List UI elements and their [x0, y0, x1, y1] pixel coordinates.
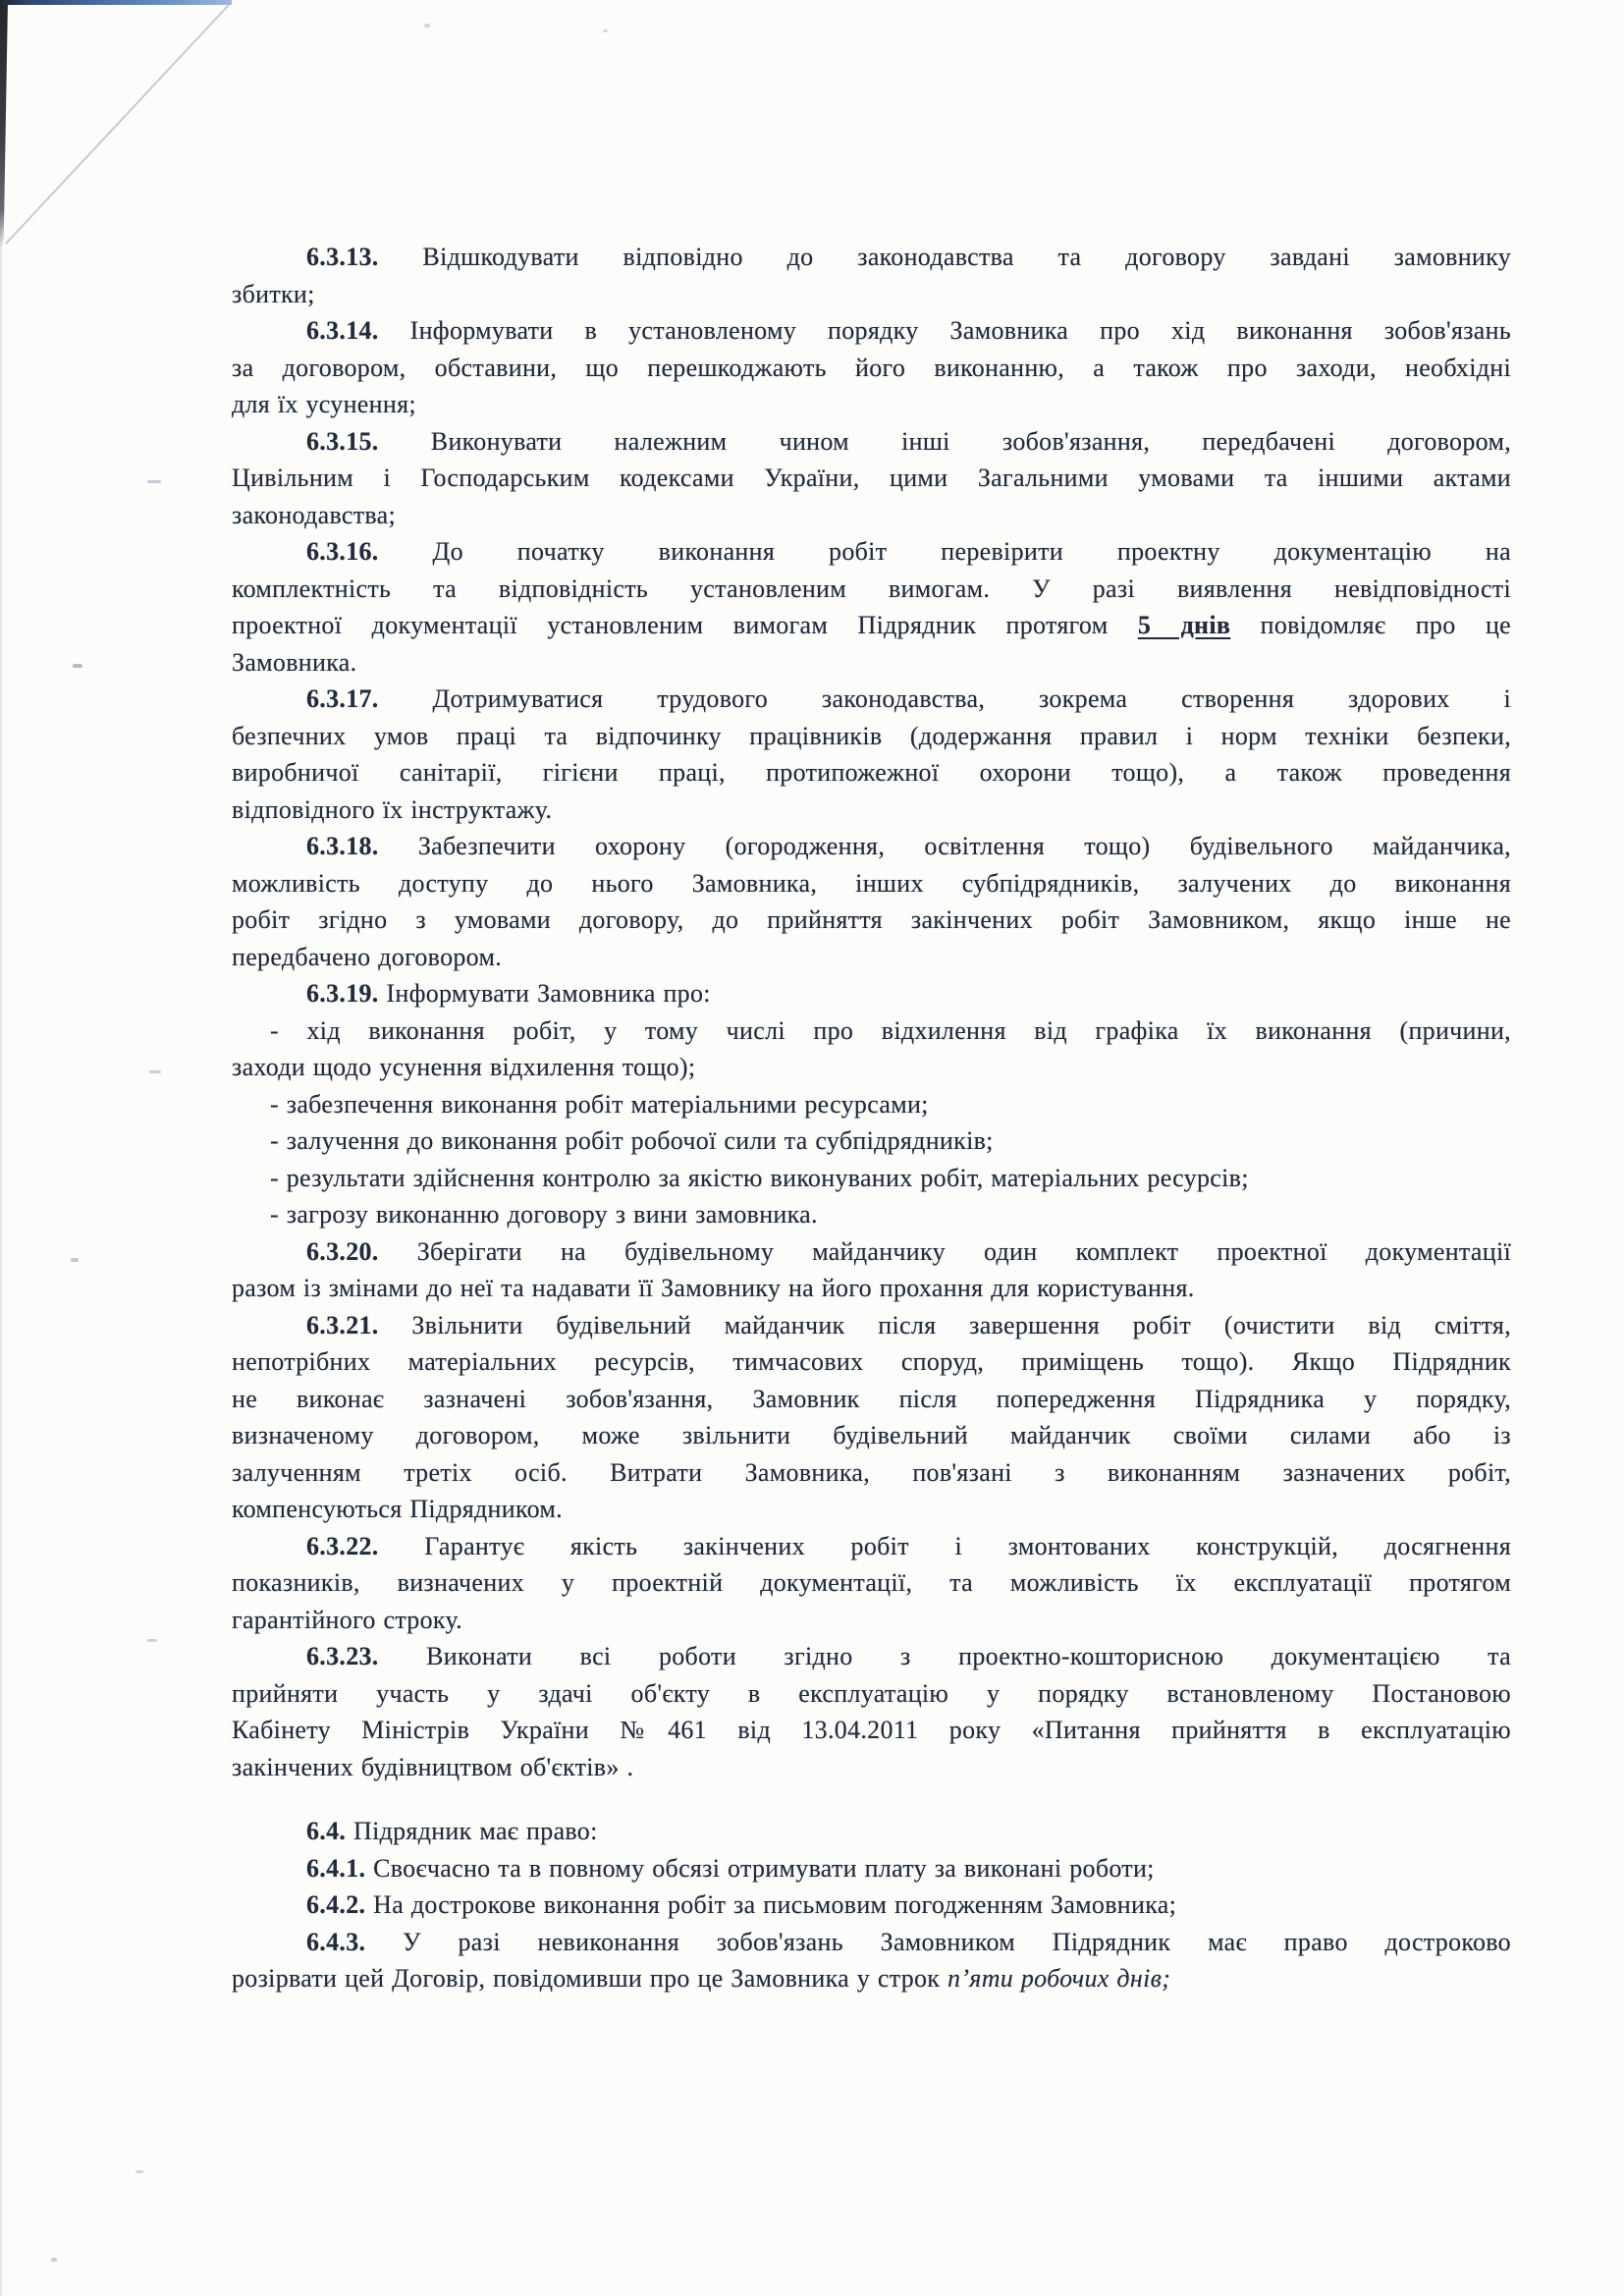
text-run: Гарантує якість закінчених робіт і змонтованих конструкцій, досягнення	[378, 1531, 1511, 1560]
text-line	[232, 1307, 1511, 1344]
scan-speck	[147, 480, 161, 483]
text-run: Інформувати в установленому порядку Замовника про хід виконання зобов'язань	[378, 316, 1511, 345]
text-run: прийняти участь у здачі об'єкту в експлуатацію у порядку встановленому Постановою	[232, 1678, 1511, 1708]
text-line	[232, 1813, 1511, 1850]
text-run: До початку виконання робіт перевірити проектну документацію на	[378, 537, 1511, 566]
clause-paragraph	[232, 239, 1511, 312]
text-line	[232, 312, 1511, 350]
text-line	[232, 607, 1511, 644]
text-line	[232, 1712, 1511, 1749]
text-line	[232, 1233, 1511, 1271]
emphasized-term: 5 днів	[1137, 611, 1231, 639]
clause-number: 6.4.	[306, 1817, 347, 1845]
text-run: робіт згідно з умовами договору, до прийняття закінчених робіт Замовником, якщо інше не	[232, 905, 1511, 934]
text-run: визначеному договором, може звільнити будівельний майданчик своїми силами або із	[232, 1421, 1511, 1449]
text-line	[232, 1343, 1511, 1381]
clause-paragraph	[232, 423, 1511, 534]
clause-number: 6.3.23.	[306, 1642, 379, 1670]
scan-speck	[73, 664, 82, 668]
text-line	[232, 902, 1511, 939]
text-run: Цивільним і Господарським кодексами України, цими Загальними умовами та іншими актами	[232, 464, 1511, 492]
text-run: можливість доступу до нього Замовника, інших субпідрядників, залучених до виконання	[232, 868, 1511, 898]
clause-number: 6.3.22.	[306, 1531, 379, 1560]
text-line	[232, 975, 1511, 1012]
text-line	[232, 1924, 1511, 1961]
clause-number: 6.3.18.	[306, 832, 379, 860]
text-run: Забезпечити охорону (огородження, освітлення тощо) будівельного майданчика,	[378, 832, 1511, 860]
text-line	[232, 792, 1511, 829]
text-line	[232, 1454, 1511, 1492]
text-line	[232, 1270, 1511, 1307]
clause-number: 6.3.21.	[306, 1310, 379, 1339]
text-run: розірвати цей Договір, повідомивши про це Замовника у строк	[232, 1964, 948, 1993]
text-line	[232, 1160, 1511, 1197]
clause-number: 6.3.15.	[306, 426, 379, 456]
text-run: проектної документації установленим вимогам Підрядник протягом	[232, 611, 1138, 639]
clause-number: 6.4.3.	[306, 1927, 366, 1956]
text-line	[232, 865, 1511, 902]
scan-speck	[135, 2170, 143, 2173]
text-line	[232, 1960, 1511, 1997]
text-line	[232, 681, 1511, 718]
text-run: показників, визначених у проектній документації, та можливість їх експлуатації протягом	[232, 1568, 1511, 1597]
text-line	[232, 1196, 1511, 1233]
text-run: - результати здійснення контролю за якістю виконуваних робіт, матеріальних ресурсів;	[270, 1163, 1249, 1192]
list-item	[232, 1086, 1511, 1123]
document-body	[232, 239, 1511, 1997]
text-line	[232, 350, 1511, 387]
text-line	[232, 939, 1511, 976]
text-run: збитки;	[232, 279, 315, 308]
text-run: законодавства;	[232, 500, 396, 529]
italic-term: п’яти робочих днів;	[947, 1964, 1171, 1993]
text-run: комплектність та відповідність установленим вимогам. У разі виявлення невідповідності	[232, 574, 1511, 603]
text-line	[232, 828, 1511, 865]
text-run: - хід виконання робіт, у тому числі про відхилення від графіка їх виконання (причини,	[270, 1015, 1511, 1045]
clause-paragraph	[232, 1528, 1511, 1639]
text-run: непотрібних матеріальних ресурсів, тимчасових споруд, приміщень тощо). Якщо Підрядник	[232, 1347, 1511, 1376]
text-line	[232, 1638, 1511, 1675]
clause-number: 6.3.19.	[306, 979, 379, 1008]
text-run: для їх усунення;	[232, 390, 416, 418]
text-run: Замовника.	[232, 647, 357, 677]
scan-speck	[71, 1258, 79, 1262]
clause-number: 6.4.1.	[306, 1853, 366, 1883]
text-run: відповідного їх інструктажу.	[232, 794, 553, 824]
text-run: не виконає зазначені зобов'язання, Замовник після попередження Підрядника у порядку,	[232, 1384, 1511, 1413]
text-line	[232, 1850, 1511, 1887]
text-line	[232, 1417, 1511, 1454]
text-line	[232, 1675, 1511, 1713]
text-line	[232, 533, 1511, 571]
scan-speck	[149, 1070, 161, 1073]
list-item	[232, 1012, 1511, 1086]
list-item	[232, 1196, 1511, 1233]
scan-speck	[51, 2258, 57, 2262]
scan-speck	[147, 1639, 157, 1642]
text-run: залученням третіх осіб. Витрати Замовника, пов'язані з виконанням зазначених робіт,	[232, 1457, 1511, 1487]
text-run: за договором, обставини, що перешкоджають його виконанню, а також про заходи, необхідні	[232, 353, 1511, 382]
text-run: Дотримуватися трудового законодавства, зокрема створення здорових і	[378, 684, 1511, 713]
clause-paragraph	[232, 1886, 1511, 1924]
scan-speck	[424, 24, 430, 27]
text-line	[232, 644, 1511, 682]
clause-paragraph	[232, 1813, 1511, 1850]
clause-paragraph	[232, 975, 1511, 1012]
text-line	[232, 1491, 1511, 1528]
text-run: разом із змінами до неї та надавати її Замовнику на його прохання для користування.	[232, 1274, 1195, 1302]
text-line	[232, 1886, 1511, 1924]
clause-number: 6.3.20.	[306, 1236, 379, 1266]
clause-paragraph	[232, 1638, 1511, 1785]
clause-paragraph	[232, 1850, 1511, 1887]
text-line	[232, 276, 1511, 313]
text-line	[232, 386, 1511, 423]
text-run: повідомляє про це	[1230, 611, 1512, 639]
text-line	[232, 1528, 1511, 1565]
text-line	[232, 1049, 1511, 1086]
clause-number: 6.3.16.	[306, 537, 379, 566]
text-run: На дострокове виконання робіт за письмовим погодженням Замовника;	[365, 1890, 1177, 1919]
clause-paragraph	[232, 1924, 1511, 1997]
text-run: - загрозу виконанню договору з вини замовника.	[270, 1200, 818, 1229]
text-line	[232, 1749, 1511, 1786]
clause-number: 6.3.13.	[306, 243, 379, 271]
text-run: компенсуються Підрядником.	[232, 1495, 563, 1523]
clause-paragraph	[232, 533, 1511, 681]
text-line	[232, 1012, 1511, 1050]
scan-top-edge-line	[0, 0, 232, 5]
text-run: Зберігати на будівельному майданчику один комплект проектної документації	[378, 1236, 1511, 1266]
clause-paragraph	[232, 681, 1511, 828]
list-item	[232, 1122, 1511, 1160]
text-run: Інформувати Замовника про:	[378, 979, 711, 1008]
text-run: Своєчасно та в повному обсязі отримувати плату за виконані роботи;	[365, 1853, 1155, 1883]
text-run: Відшкодувати відповідно до законодавства та договору завдані замовнику	[378, 243, 1511, 271]
text-run: закінчених будівництвом об'єктів» .	[232, 1752, 634, 1781]
text-line	[232, 1602, 1511, 1639]
text-line	[232, 1122, 1511, 1160]
text-line	[232, 1564, 1511, 1602]
clause-number: 6.3.17.	[306, 684, 379, 713]
text-run: Виконувати належним чином інші зобов'язання, передбачені договором,	[378, 426, 1511, 456]
text-line	[232, 460, 1511, 497]
text-line	[232, 497, 1511, 534]
text-run: Кабінету Міністрів України №461 від 13.04.2011 року «Питання прийняття в експлуатацію	[232, 1716, 1511, 1744]
text-run: - забезпечення виконання робіт матеріальними ресурсами;	[270, 1089, 929, 1119]
text-run: Звільнити будівельний майданчик після завершення робіт (очистити від сміття,	[378, 1310, 1511, 1339]
text-run: - залучення до виконання робіт робочої сили та субпідрядників;	[270, 1126, 994, 1155]
text-line	[232, 423, 1511, 461]
text-line	[232, 754, 1511, 792]
text-run: передбачено договором.	[232, 942, 503, 971]
text-run: Виконати всі роботи згідно з проектно-кошторисною документацією та	[378, 1642, 1511, 1670]
scan-corner-shadow-artifact	[0, 0, 8, 247]
text-run: заходи щодо усунення відхилення тощо);	[232, 1053, 696, 1081]
text-line	[232, 239, 1511, 276]
text-line	[232, 718, 1511, 755]
clause-paragraph	[232, 828, 1511, 975]
scan-left-edge-line	[0, 0, 2, 2296]
clause-number: 6.4.2.	[306, 1890, 366, 1919]
text-line	[232, 1381, 1511, 1418]
clause-paragraph	[232, 1233, 1511, 1307]
text-run: гарантійного строку.	[232, 1605, 462, 1634]
text-run: виробничої санітарії, гігієни праці, протипожежної охорони тощо), а також проведення	[232, 758, 1511, 787]
text-line	[232, 1086, 1511, 1123]
text-line	[232, 571, 1511, 608]
clause-paragraph	[232, 1307, 1511, 1528]
clause-number: 6.3.14.	[306, 316, 379, 345]
list-item	[232, 1160, 1511, 1197]
text-run: безпечних умов праці та відпочинку працівників (додержання правил і норм техніки безпеки,	[232, 721, 1511, 750]
text-run: У разі невиконання зобов'язань Замовником Підрядник має право достроково	[365, 1927, 1511, 1956]
scan-speck	[603, 29, 608, 32]
text-run: Підрядник має право:	[346, 1817, 598, 1845]
clause-paragraph	[232, 312, 1511, 423]
